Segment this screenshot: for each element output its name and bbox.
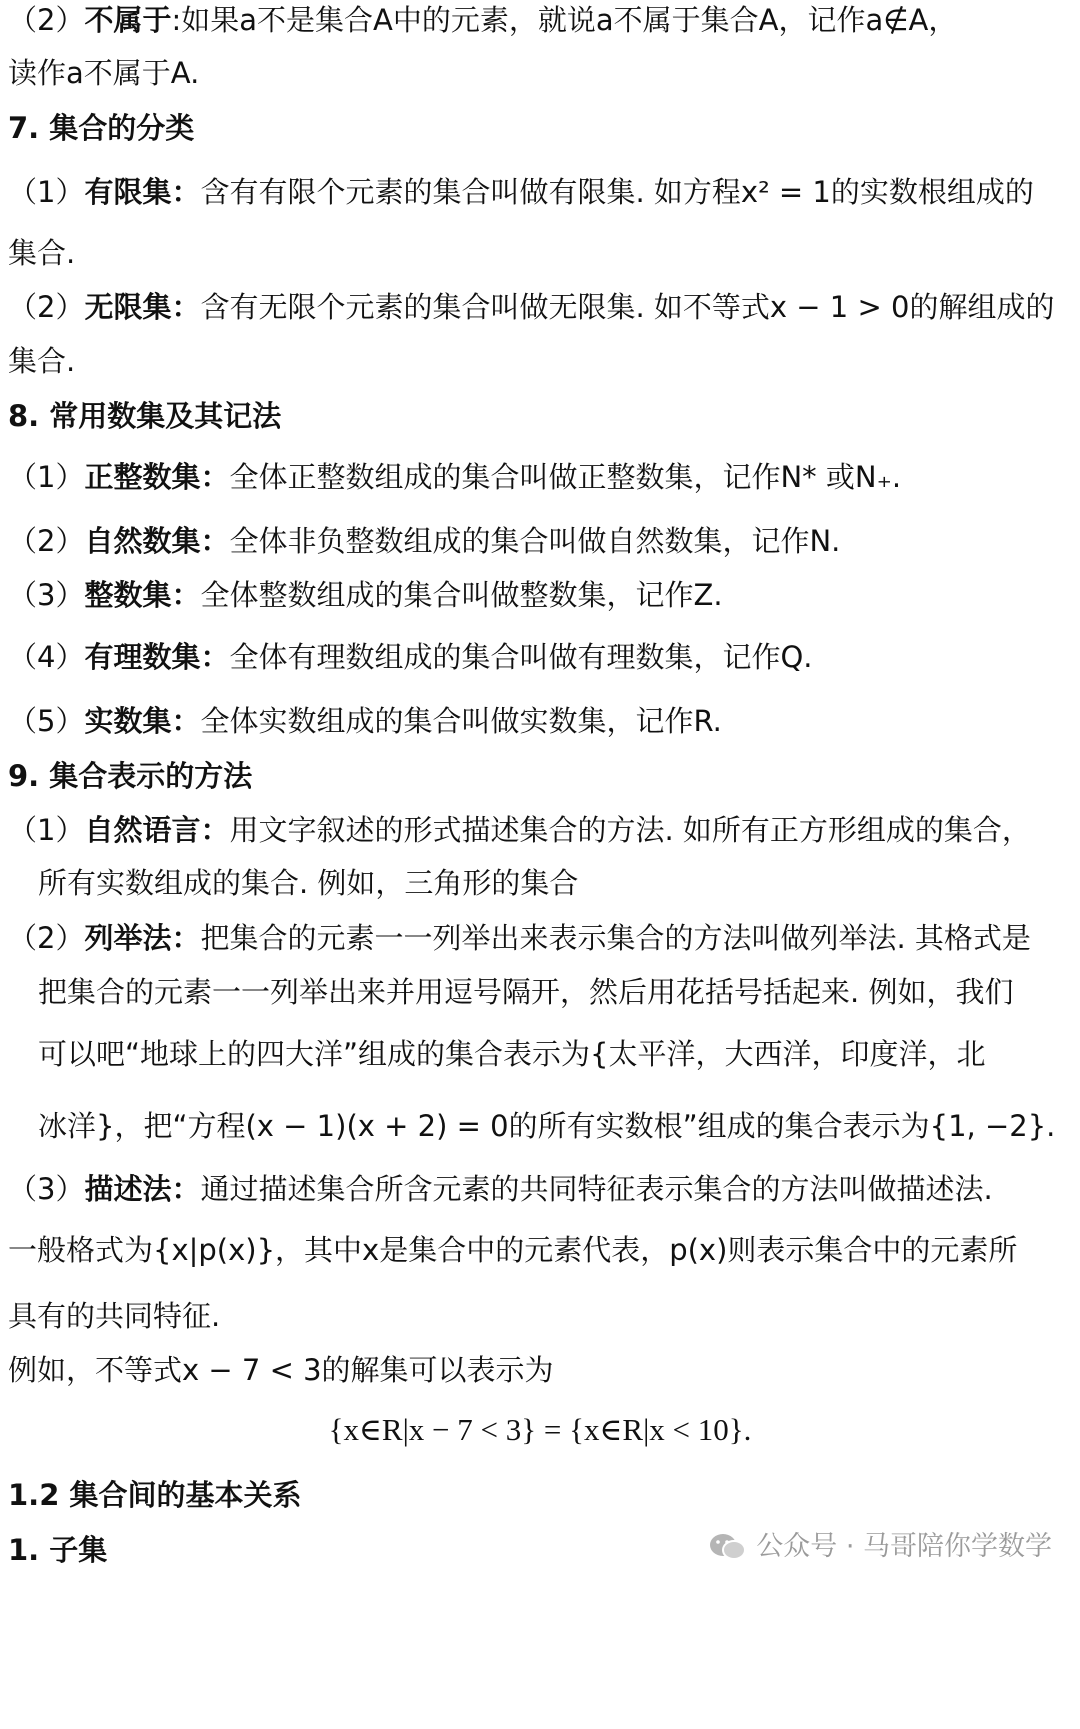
watermark-text: 公众号 · 马哥陪你学数学: [756, 1531, 1052, 1562]
line-text: 一般格式为{x|p(x)}，其中x是集合中的元素代表，p(x)则表示集合中的元素所: [8, 1233, 1018, 1267]
item-number: （1）: [8, 175, 85, 209]
term: 自然语言：: [84, 813, 230, 847]
definition-natural-numbers: [8, 521, 1072, 561]
formula: {x∈R|x − 7 < 3} = {x∈R|x < 10}.: [328, 1412, 752, 1447]
term: 列举法：: [84, 921, 201, 955]
term: 有限集：: [84, 175, 201, 209]
line-text: 读作a不属于A.: [8, 56, 200, 90]
definition-finite-set: [8, 172, 1072, 212]
definition-rationals: [8, 637, 1072, 677]
heading-text: 1. 子集: [8, 1533, 108, 1567]
line-text: 含有无限个元素的集合叫做无限集. 如不等式x − 1 > 0的解组成的: [200, 290, 1055, 324]
heading-text: 7. 集合的分类: [8, 111, 195, 145]
line-text: 全体正整数组成的集合叫做正整数集，记作N* 或N₊.: [229, 460, 902, 494]
item-number: （1）: [8, 460, 85, 494]
section-heading: [8, 396, 1072, 436]
item-number: （2）: [8, 524, 85, 558]
heading-text: 9. 集合表示的方法: [8, 759, 253, 793]
text-line: [8, 233, 1072, 273]
line-text: 具有的共同特征.: [8, 1299, 221, 1333]
line-text: 把集合的元素一一列举出来表示集合的方法叫做列举法. 其格式是: [200, 921, 1031, 955]
line-text: 集合.: [8, 344, 76, 378]
text-line: [8, 341, 1072, 381]
term: 正整数集：: [84, 460, 230, 494]
wechat-icon: [708, 1532, 748, 1562]
definition-natural-language: [8, 810, 1072, 850]
item-number: （3）: [8, 578, 85, 612]
line-text: 例如，不等式x − 7 < 3的解集可以表示为: [8, 1353, 554, 1387]
text-line: [38, 1034, 1072, 1074]
term: 自然数集：: [84, 524, 230, 558]
term: 有理数集：: [84, 640, 230, 674]
section-heading: [8, 1475, 1072, 1515]
watermark: [708, 1530, 1052, 1564]
text-line: [8, 1296, 1072, 1336]
section-heading: [8, 108, 1072, 148]
line-text: 全体整数组成的集合叫做整数集，记作Z.: [200, 578, 723, 612]
text-line: [38, 972, 1072, 1012]
definition-description-method: [8, 1169, 1072, 1209]
line-text: 把集合的元素一一列举出来并用逗号隔开，然后用花括号括起来. 例如，我们: [38, 975, 1014, 1009]
term: 实数集：: [84, 704, 201, 738]
text-line: [8, 1350, 1072, 1390]
item-number: （2）: [8, 3, 85, 37]
text-line: [8, 53, 1072, 93]
heading-text: 8. 常用数集及其记法: [8, 399, 282, 433]
line-text: 全体非负整数组成的集合叫做自然数集，记作N.: [229, 524, 841, 558]
line-text: 含有有限个元素的集合叫做有限集. 如方程x² = 1的实数根组成的: [200, 175, 1034, 209]
term: 无限集：: [84, 290, 201, 324]
line-text: 全体实数组成的集合叫做实数集，记作R.: [200, 704, 722, 738]
set-builder-example: [0, 1410, 1080, 1450]
term: 描述法：: [84, 1172, 201, 1206]
item-number: （3）: [8, 1172, 85, 1206]
definition-infinite-set: [8, 287, 1072, 327]
line-text: 集合.: [8, 236, 76, 270]
definition-not-belong: [8, 0, 1072, 40]
definition-integers: [8, 575, 1072, 615]
text-line: [8, 1230, 1072, 1270]
definition-reals: [8, 701, 1072, 741]
section-heading: [8, 756, 1072, 796]
term: 整数集：: [84, 578, 201, 612]
term: 不属于: [84, 3, 172, 37]
line-text: 所有实数组成的集合. 例如，三角形的集合: [38, 866, 579, 900]
item-number: （5）: [8, 704, 85, 738]
line-text: 冰洋}，把“方程(x − 1)(x + 2) = 0的所有实数根”组成的集合表示为{1, −2}.: [38, 1109, 1056, 1143]
heading-text: 1.2 集合间的基本关系: [8, 1478, 302, 1512]
text-line: [38, 1106, 1072, 1146]
line-text: 通过描述集合所含元素的共同特征表示集合的方法叫做描述法.: [200, 1172, 993, 1206]
item-number: （2）: [8, 290, 85, 324]
line-text: 全体有理数组成的集合叫做有理数集，记作Q.: [229, 640, 813, 674]
line-text: 用文字叙述的形式描述集合的方法. 如所有正方形组成的集合，: [229, 813, 1031, 847]
definition-roster-method: [8, 918, 1072, 958]
text-line: [38, 863, 1072, 903]
definition-positive-integers: [8, 457, 1072, 497]
item-number: （4）: [8, 640, 85, 674]
line-text: 可以吧“地球上的四大洋”组成的集合表示为{太平洋，大西洋，印度洋，北: [38, 1037, 986, 1071]
item-number: （2）: [8, 921, 85, 955]
line-text: :如果a不是集合A中的元素，就说a不属于集合A，记作a∉A，: [171, 3, 958, 37]
item-number: （1）: [8, 813, 85, 847]
